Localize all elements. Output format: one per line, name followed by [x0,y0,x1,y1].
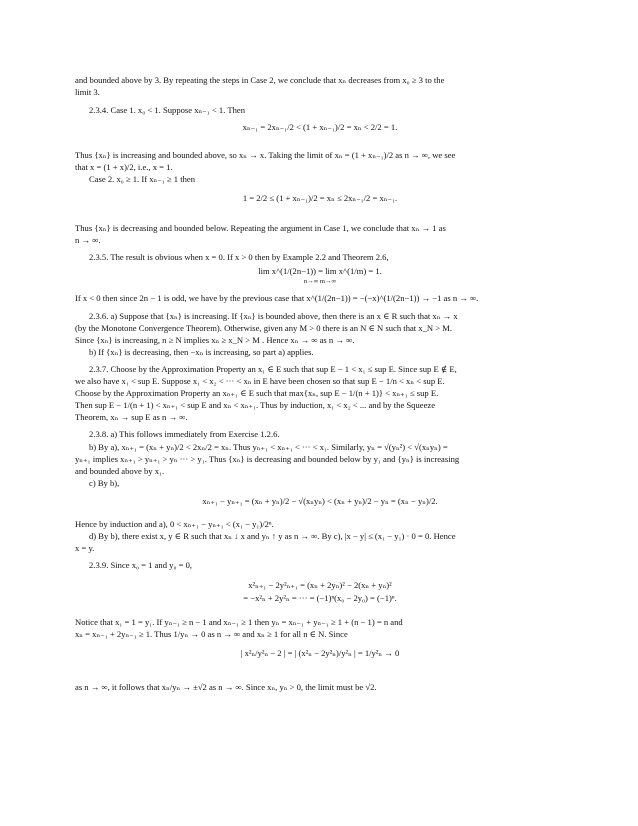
text-line: Since {xₙ} is increasing, n ≥ N implies xₙ ≥ x_N > M . Hence xₙ → ∞ as n → ∞. [75,335,355,345]
text-line: as n → ∞, it follows that xₙ/yₙ → ±√2 as n → ∞. Since xₙ, yₙ > 0, the limit must be √2. [75,682,377,692]
text-line: 2.3.4. Case 1. x₀ < 1. Suppose xₙ₋₁ < 1. Then [89,105,246,115]
text-line: If x < 0 then since 2n − 1 is odd, we have by the previous case that x^(1/(2n−1)) = −(−x)^(1/(2n−1)) → −1 as n → ∞. [75,293,479,303]
text-line: d) By b), there exist x, y ∈ R such that xₙ ↓ x and yₙ ↑ y as n → ∞. By c), |x − y| ≤ (x₁ − y₁) · 0 = 0. Hence [89,531,456,541]
text-line: x = y. [75,543,95,553]
text-line: Theorem, xₙ → sup E as n → ∞. [75,412,188,422]
text-line: 2.3.6. a) Suppose that {xₙ} is increasing. If {xₙ} is bounded above, then there is an x ∈ R such that xₙ → x [89,311,458,321]
text-line: b) By a), xₙ₊₁ = (xₙ + yₙ)/2 < 2xₙ/2 = xₙ. Thus yₙ₊₁ < xₙ₊₁ < ··· < x₁. Similarly, yₙ = √(yₙ²) < √(xₙyₙ) = [89,442,448,452]
text-line: 2.3.8. a) This follows immediately from Exercise 1.2.6. [89,429,280,439]
text-line: 2.3.9. Since x₀ = 1 and y₀ = 0, [89,560,193,570]
text-line: Hence by induction and a), 0 < xₙ₊₁ − yₙ₊₁ < (x₁ − y₁)/2ⁿ. [75,519,274,529]
text-line: Thus {xₙ} is decreasing and bounded below. Repeating the argument in Case 1, we conclude that xₙ → 1 as [75,223,446,233]
text-line: yₙ₊₁ implies xₙ₊₁ > yₙ₊₁ > yₙ ··· > y₁. Thus {xₙ} is decreasing and bounded below by y₁ and {yₙ} is increasing [75,454,460,464]
text-line: Then sup E − 1/(n + 1) < xₙ₊₁ < sup E and xₙ < xₙ₊₁. Thus by induction, x₁ < x₂ < ... and by the Squeeze [75,400,436,410]
equation: x²ₙ₊₁ − 2y²ₙ₊₁ = (xₙ + 2yₙ)² − 2(xₙ + yₙ)² [248,580,392,590]
text-line: and bounded above by x₁. [75,466,165,476]
text-line: we also have x₁ < sup E. Suppose x₁ < x₂ < ··· < xₙ in E have been chosen so that sup E − 1/n < xₙ < sup E. [75,376,445,386]
text-line: Choose by the Approximation Property an xₙ₊₁ ∈ E such that max{xₙ, sup E − 1/(n + 1)} < xₙ₊₁ ≤ sup E. [75,388,439,398]
text-line: c) By b), [89,478,120,488]
equation: | x²ₙ/y²ₙ − 2 | = | (x²ₙ − 2y²ₙ)/y²ₙ | = 1/y²ₙ → 0 [240,648,400,658]
text-line: (by the Monotone Convergence Theorem). Otherwise, given any M > 0 there is an N ∈ N such that x_N > M. [75,323,453,333]
equation: lim x^(1/(2n−1)) = lim x^(1/m) = 1. [258,266,382,276]
equation: xₙ₋₁ = 2xₙ₋₁/2 < (1 + xₙ₋₁)/2 = xₙ < 2/2 = 1. [242,122,398,132]
text-line: xₙ = xₙ₋₁ + 2yₙ₋₁ ≥ 1. Thus 1/yₙ → 0 as n → ∞ and xₙ ≥ 1 for all n ∈ N. Since [75,629,348,639]
text-line: and bounded above by 3. By repeating the steps in Case 2, we conclude that xₙ decreases from x₀ ≥ 3 to the [75,75,445,85]
text-line: 2.3.7. Choose by the Approximation Property an x₁ ∈ E such that sup E − 1 < x₁ ≤ sup E. Since sup E ∉ E, [89,364,457,374]
equation: xₙ₊₁ − yₙ₊₁ = (xₙ + yₙ)/2 − √(xₙyₙ) < (xₙ + yₙ)/2 − yₙ = (xₙ − yₙ)/2. [202,496,438,506]
text-line: that x = (1 + x)/2, i.e., x = 1. [75,162,173,172]
text-line: limit 3. [75,87,100,97]
equation-subscript: n→∞ m→∞ [303,278,337,285]
text-line: Thus {xₙ} is increasing and bounded above, so xₙ → x. Taking the limit of xₙ = (1 + xₙ₋₁)/2 as n → ∞, we see [75,150,456,160]
equation: 1 = 2/2 ≤ (1 + xₙ₋₁)/2 = xₙ ≤ 2xₙ₋₁/2 = xₙ₋₁. [242,193,398,203]
text-line: n → ∞. [75,235,101,245]
text-line: b) If {xₙ} is decreasing, then −xₙ is increasing, so part a) applies. [89,347,314,357]
text-line: Case 2. x₀ ≥ 1. If xₙ₋₁ ≥ 1 then [89,174,196,184]
equation: = −x²ₙ + 2y²ₙ = ··· = (−1)ⁿ(x₀ − 2y₀) = (−1)ⁿ. [243,593,397,603]
text-line: 2.3.5. The result is obvious when x = 0. If x > 0 then by Example 2.2 and Theorem 2.6, [89,252,389,262]
text-line: Notice that x₁ = 1 = y₁. If yₙ₋₁ ≥ n − 1 and xₙ₋₁ ≥ 1 then yₙ = xₙ₋₁ + yₙ₋₁ ≥ 1 + (n − 1) = n and [75,617,403,627]
